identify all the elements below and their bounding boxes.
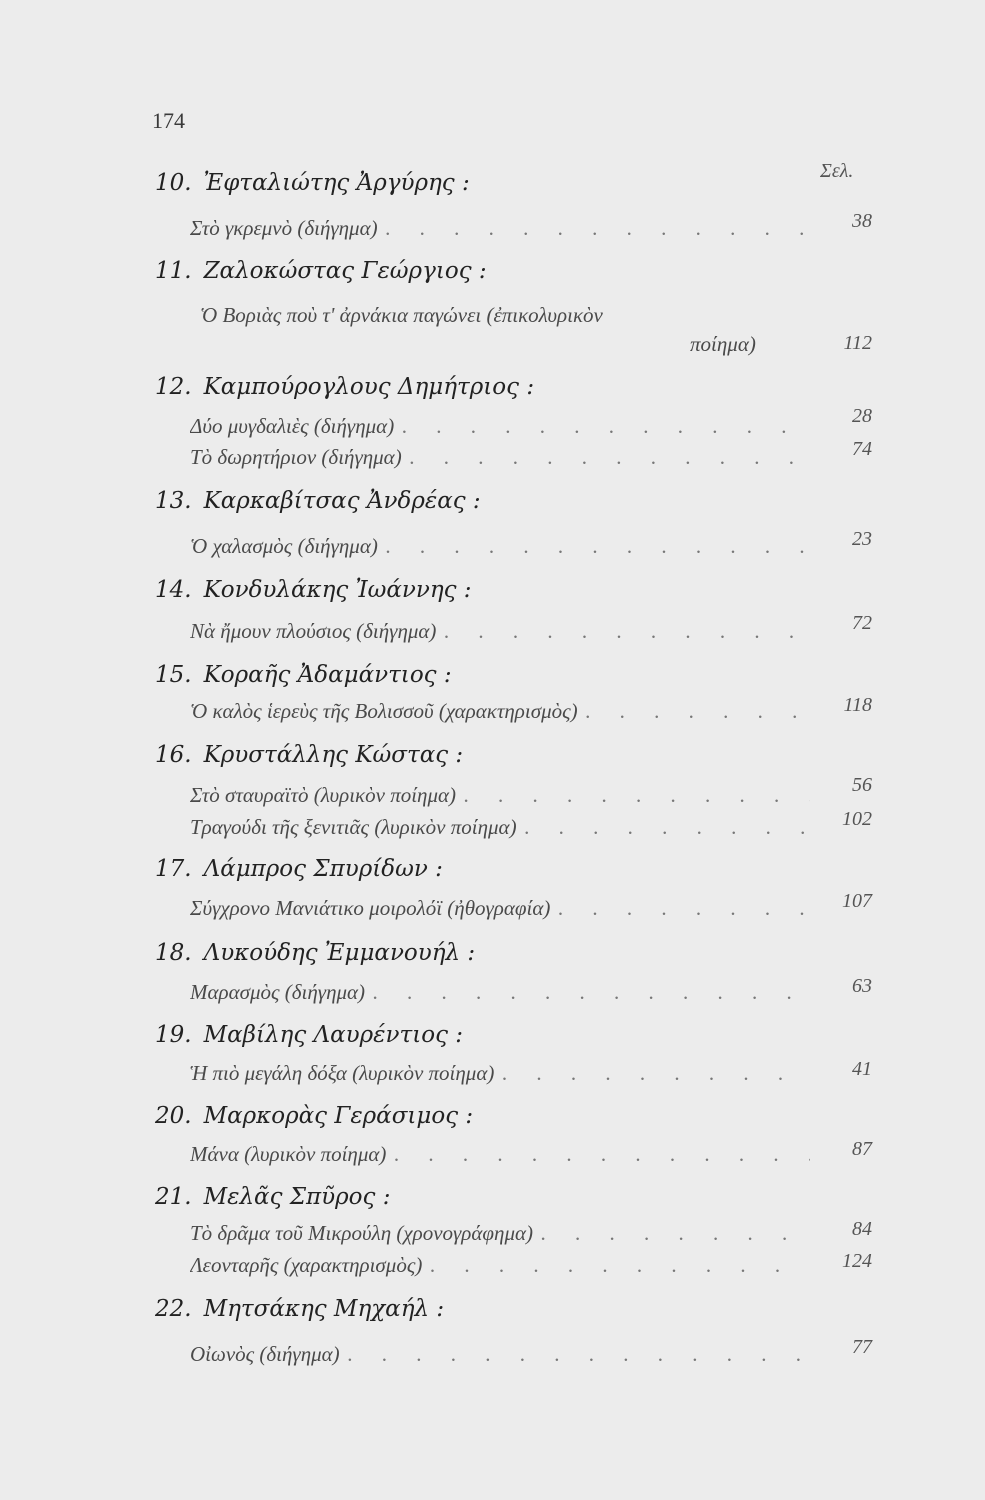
author-number: 11. bbox=[155, 258, 192, 284]
dot-leader bbox=[422, 1253, 810, 1278]
toc-entry[interactable] bbox=[190, 896, 810, 924]
page-column-label: Σελ. bbox=[820, 160, 854, 182]
author-number: 17. bbox=[155, 856, 192, 882]
author-name: Καρκαβίτσας Ἀνδρέας : bbox=[203, 488, 481, 514]
work-title: Τὸ δρᾶμα τοῦ Μικρούλη (χρονογράφημα) bbox=[190, 1221, 534, 1245]
dot-leader bbox=[550, 896, 810, 921]
toc-entry[interactable] bbox=[190, 445, 810, 473]
dot-leader bbox=[386, 1142, 810, 1167]
author-number: 14. bbox=[155, 577, 192, 603]
author-name: Μητσάκης Μηχαήλ : bbox=[203, 1296, 445, 1322]
work-title: Στὸ γκρεμνὸ (διήγημα) bbox=[190, 216, 378, 240]
toc-entry[interactable] bbox=[190, 534, 810, 562]
page-ref: 107 bbox=[842, 890, 872, 912]
author-name: Κρυστάλλης Κώστας : bbox=[203, 742, 464, 768]
author-name: Κοραῆς Ἀδαμάντιος : bbox=[203, 662, 452, 688]
author-name: Ζαλοκώστας Γεώργιος : bbox=[203, 258, 487, 284]
toc-entry[interactable] bbox=[190, 815, 810, 843]
work-title-line2[interactable]: ποίημα) bbox=[690, 332, 756, 356]
page-ref: 23 bbox=[852, 528, 872, 550]
author-heading bbox=[155, 662, 452, 688]
work-title: Οἰωνὸς (διήγημα) bbox=[190, 1342, 340, 1366]
work-title: Σύγχρονο Μανιάτικο μοιρολόϊ (ἠθογραφία) bbox=[190, 896, 551, 920]
work-title: Τὸ δωρητήριον (διήγημα) bbox=[190, 445, 402, 469]
author-number: 10. bbox=[155, 170, 192, 196]
work-title: Δύο μυγδαλιὲς (διήγημα) bbox=[190, 414, 395, 438]
author-heading bbox=[155, 1103, 473, 1129]
page-ref: 28 bbox=[852, 405, 872, 427]
author-name: Ἐφταλιώτης Ἀργύρης : bbox=[203, 170, 470, 196]
dot-leader bbox=[436, 619, 810, 644]
author-number: 12. bbox=[155, 374, 192, 400]
dot-leader bbox=[365, 980, 810, 1005]
author-number: 20. bbox=[155, 1103, 192, 1129]
author-heading bbox=[155, 940, 475, 966]
work-title: Στὸ σταυραϊτὸ (λυρικὸν ποίημα) bbox=[190, 783, 457, 807]
page-ref: 41 bbox=[852, 1058, 872, 1080]
toc-entry[interactable] bbox=[190, 1253, 810, 1281]
dot-leader bbox=[578, 699, 810, 724]
toc-entry[interactable] bbox=[190, 1142, 810, 1170]
work-title: Ὁ καλὸς ἱερεὺς τῆς Βολισσοῦ (χαρακτηρισμὸς) bbox=[190, 699, 578, 723]
toc-entry[interactable] bbox=[190, 216, 810, 244]
work-title: Τραγούδι τῆς ξενιτιᾶς (λυρικὸν ποίημα) bbox=[190, 815, 517, 839]
dot-leader bbox=[494, 1061, 810, 1086]
page-ref: 112 bbox=[843, 332, 872, 354]
author-heading bbox=[155, 374, 534, 400]
author-name: Κονδυλάκης Ἰωάννης : bbox=[203, 577, 472, 603]
dot-leader bbox=[402, 445, 810, 470]
dot-leader bbox=[378, 216, 810, 241]
author-name: Μαβίλης Λαυρέντιος : bbox=[203, 1022, 464, 1048]
author-heading bbox=[155, 258, 487, 284]
dot-leader bbox=[378, 534, 810, 559]
page-ref: 84 bbox=[852, 1218, 872, 1240]
page-number: 174 bbox=[152, 108, 185, 133]
toc-entry[interactable] bbox=[190, 414, 810, 442]
toc-entry[interactable] bbox=[190, 980, 810, 1008]
page-ref: 63 bbox=[852, 975, 872, 997]
author-heading bbox=[155, 742, 463, 768]
dot-leader bbox=[394, 414, 810, 439]
author-name: Μαρκορὰς Γεράσιμος : bbox=[203, 1103, 474, 1129]
dot-leader bbox=[340, 1342, 810, 1367]
page-ref: 38 bbox=[852, 210, 872, 232]
author-heading bbox=[155, 577, 472, 603]
author-number: 15. bbox=[155, 662, 192, 688]
toc-entry[interactable] bbox=[190, 1342, 810, 1370]
author-name: Λυκούδης Ἐμμανουήλ : bbox=[203, 940, 476, 966]
toc-entry[interactable] bbox=[190, 699, 810, 727]
author-number: 18. bbox=[155, 940, 192, 966]
dot-leader bbox=[456, 783, 810, 808]
author-heading bbox=[155, 1184, 390, 1210]
page-ref: 72 bbox=[852, 612, 872, 634]
author-heading bbox=[155, 856, 443, 882]
toc-entry[interactable] bbox=[190, 619, 810, 647]
work-title: Ἡ πιὸ μεγάλη δόξα (λυρικὸν ποίημα) bbox=[190, 1061, 495, 1085]
page-ref: 77 bbox=[852, 1336, 872, 1358]
author-heading bbox=[155, 488, 481, 514]
page-ref: 87 bbox=[852, 1138, 872, 1160]
page-ref: 74 bbox=[852, 438, 872, 460]
author-name: Μελᾶς Σπῦρος : bbox=[203, 1184, 391, 1210]
work-title: Μαρασμὸς (διήγημα) bbox=[190, 980, 366, 1004]
work-title: Μάνα (λυρικὸν ποίημα) bbox=[190, 1142, 387, 1166]
author-heading bbox=[155, 1022, 463, 1048]
work-title: Λεονταρῆς (χαρακτηρισμὸς) bbox=[190, 1253, 423, 1277]
work-title: Ὁ χαλασμὸς (διήγημα) bbox=[190, 534, 378, 558]
dot-leader bbox=[533, 1221, 810, 1246]
page-ref: 124 bbox=[842, 1250, 872, 1272]
work-title-line1[interactable]: Ὁ Βοριὰς ποὺ τ' ἀρνάκια παγώνει (ἐπικολυρικὸν bbox=[200, 303, 603, 327]
author-name: Λάμπρος Σπυρίδων : bbox=[203, 856, 443, 882]
page-ref: 102 bbox=[842, 808, 872, 830]
author-number: 13. bbox=[155, 488, 192, 514]
dot-leader bbox=[517, 815, 810, 840]
author-heading bbox=[155, 1296, 444, 1322]
toc-entry[interactable] bbox=[190, 1061, 810, 1089]
author-name: Καμπούρογλους Δημήτριος : bbox=[203, 374, 535, 400]
author-number: 21. bbox=[155, 1184, 192, 1210]
author-number: 19. bbox=[155, 1022, 192, 1048]
work-title: Νὰ ἤμουν πλούσιος (διήγημα) bbox=[190, 619, 437, 643]
toc-entry[interactable] bbox=[190, 783, 810, 811]
page-ref: 56 bbox=[852, 774, 872, 796]
author-number: 16. bbox=[155, 742, 192, 768]
toc-entry[interactable] bbox=[190, 1221, 810, 1249]
page-ref: 118 bbox=[843, 694, 872, 716]
author-number: 22. bbox=[155, 1296, 192, 1322]
author-heading bbox=[155, 170, 470, 196]
